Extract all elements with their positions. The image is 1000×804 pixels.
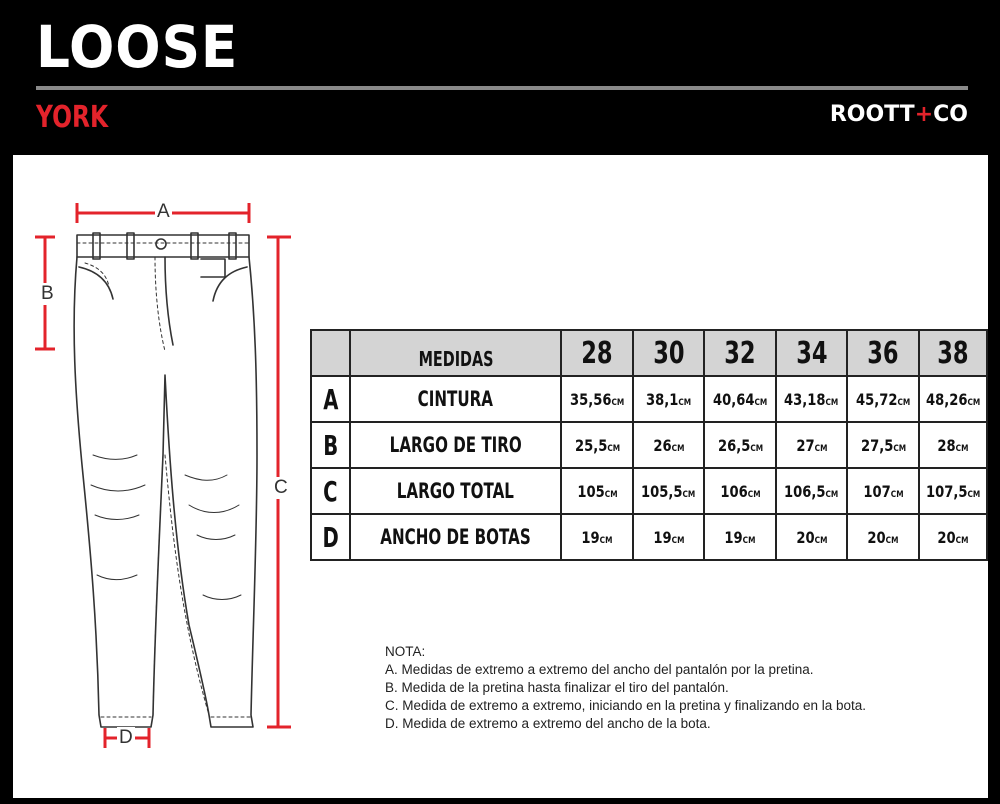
jeans-diagram xyxy=(13,155,313,798)
value-cell: 105CM xyxy=(561,468,633,514)
row-letter: C xyxy=(311,468,350,514)
size-header: 28 xyxy=(561,330,633,376)
row-letter: A xyxy=(311,376,350,422)
notes-heading: NOTA: xyxy=(385,644,426,659)
row-name: LARGO TOTAL xyxy=(350,468,561,514)
dim-label-d: D xyxy=(119,727,133,748)
note-line: A. Medidas de extremo a extremo del ancho del pantalón por la pretina. xyxy=(385,662,814,677)
value-cell: 27,5CM xyxy=(847,422,919,468)
value-cell: 45,72CM xyxy=(847,376,919,422)
value-cell: 19CM xyxy=(561,514,633,560)
notes-block xyxy=(385,643,866,733)
value-cell: 25,5CM xyxy=(561,422,633,468)
value-cell: 107,5CM xyxy=(919,468,987,514)
size-header: 34 xyxy=(776,330,848,376)
value-cell: 19CM xyxy=(633,514,705,560)
value-cell: 19CM xyxy=(704,514,776,560)
value-cell: 40,64CM xyxy=(704,376,776,422)
value-cell: 48,26CM xyxy=(919,376,987,422)
header-divider xyxy=(36,86,968,90)
logo-text-right: CO xyxy=(933,102,968,127)
table-row xyxy=(311,422,987,468)
table-row xyxy=(311,376,987,422)
value-cell: 35,56CM xyxy=(561,376,633,422)
size-header: 30 xyxy=(633,330,705,376)
row-name: CINTURA xyxy=(350,376,561,422)
value-cell: 106,5CM xyxy=(776,468,848,514)
table-row xyxy=(311,468,987,514)
value-cell: 105,5CM xyxy=(633,468,705,514)
logo-plus: + xyxy=(914,102,934,127)
value-cell: 38,1CM xyxy=(633,376,705,422)
value-cell: 106CM xyxy=(704,468,776,514)
value-cell: 26,5CM xyxy=(704,422,776,468)
value-cell: 20CM xyxy=(847,514,919,560)
value-cell: 27CM xyxy=(776,422,848,468)
value-cell: 26CM xyxy=(633,422,705,468)
value-cell: 43,18CM xyxy=(776,376,848,422)
row-name: LARGO DE TIRO xyxy=(350,422,561,468)
table-corner xyxy=(311,330,350,376)
size-header: 38 xyxy=(919,330,987,376)
medidas-header: MEDIDAS xyxy=(350,330,561,376)
model-name: YORK xyxy=(36,100,109,135)
page-title: LOOSE xyxy=(36,13,239,81)
note-line: D. Medida de extremo a extremo del ancho de la bota. xyxy=(385,716,711,731)
size-header-row xyxy=(311,330,987,376)
value-cell: 20CM xyxy=(919,514,987,560)
dim-label-c: C xyxy=(274,477,288,498)
value-cell: 20CM xyxy=(776,514,848,560)
dim-label-b: B xyxy=(41,283,54,304)
value-cell: 28CM xyxy=(919,422,987,468)
row-letter: B xyxy=(311,422,350,468)
size-table xyxy=(310,329,988,561)
brand-logo xyxy=(830,100,968,130)
content-panel xyxy=(13,155,988,798)
dim-label-a: A xyxy=(157,201,170,222)
row-name: ANCHO DE BOTAS xyxy=(350,514,561,560)
size-header: 36 xyxy=(847,330,919,376)
note-line: C. Medida de extremo a extremo, iniciando en la pretina y finalizando en la bota. xyxy=(385,698,867,713)
logo-text-left: ROOTT xyxy=(829,102,915,127)
note-line: B. Medida de la pretina hasta finalizar el tiro del pantalón. xyxy=(385,680,729,695)
row-letter: D xyxy=(311,514,350,560)
size-header: 32 xyxy=(704,330,776,376)
table-row xyxy=(311,514,987,560)
value-cell: 107CM xyxy=(847,468,919,514)
